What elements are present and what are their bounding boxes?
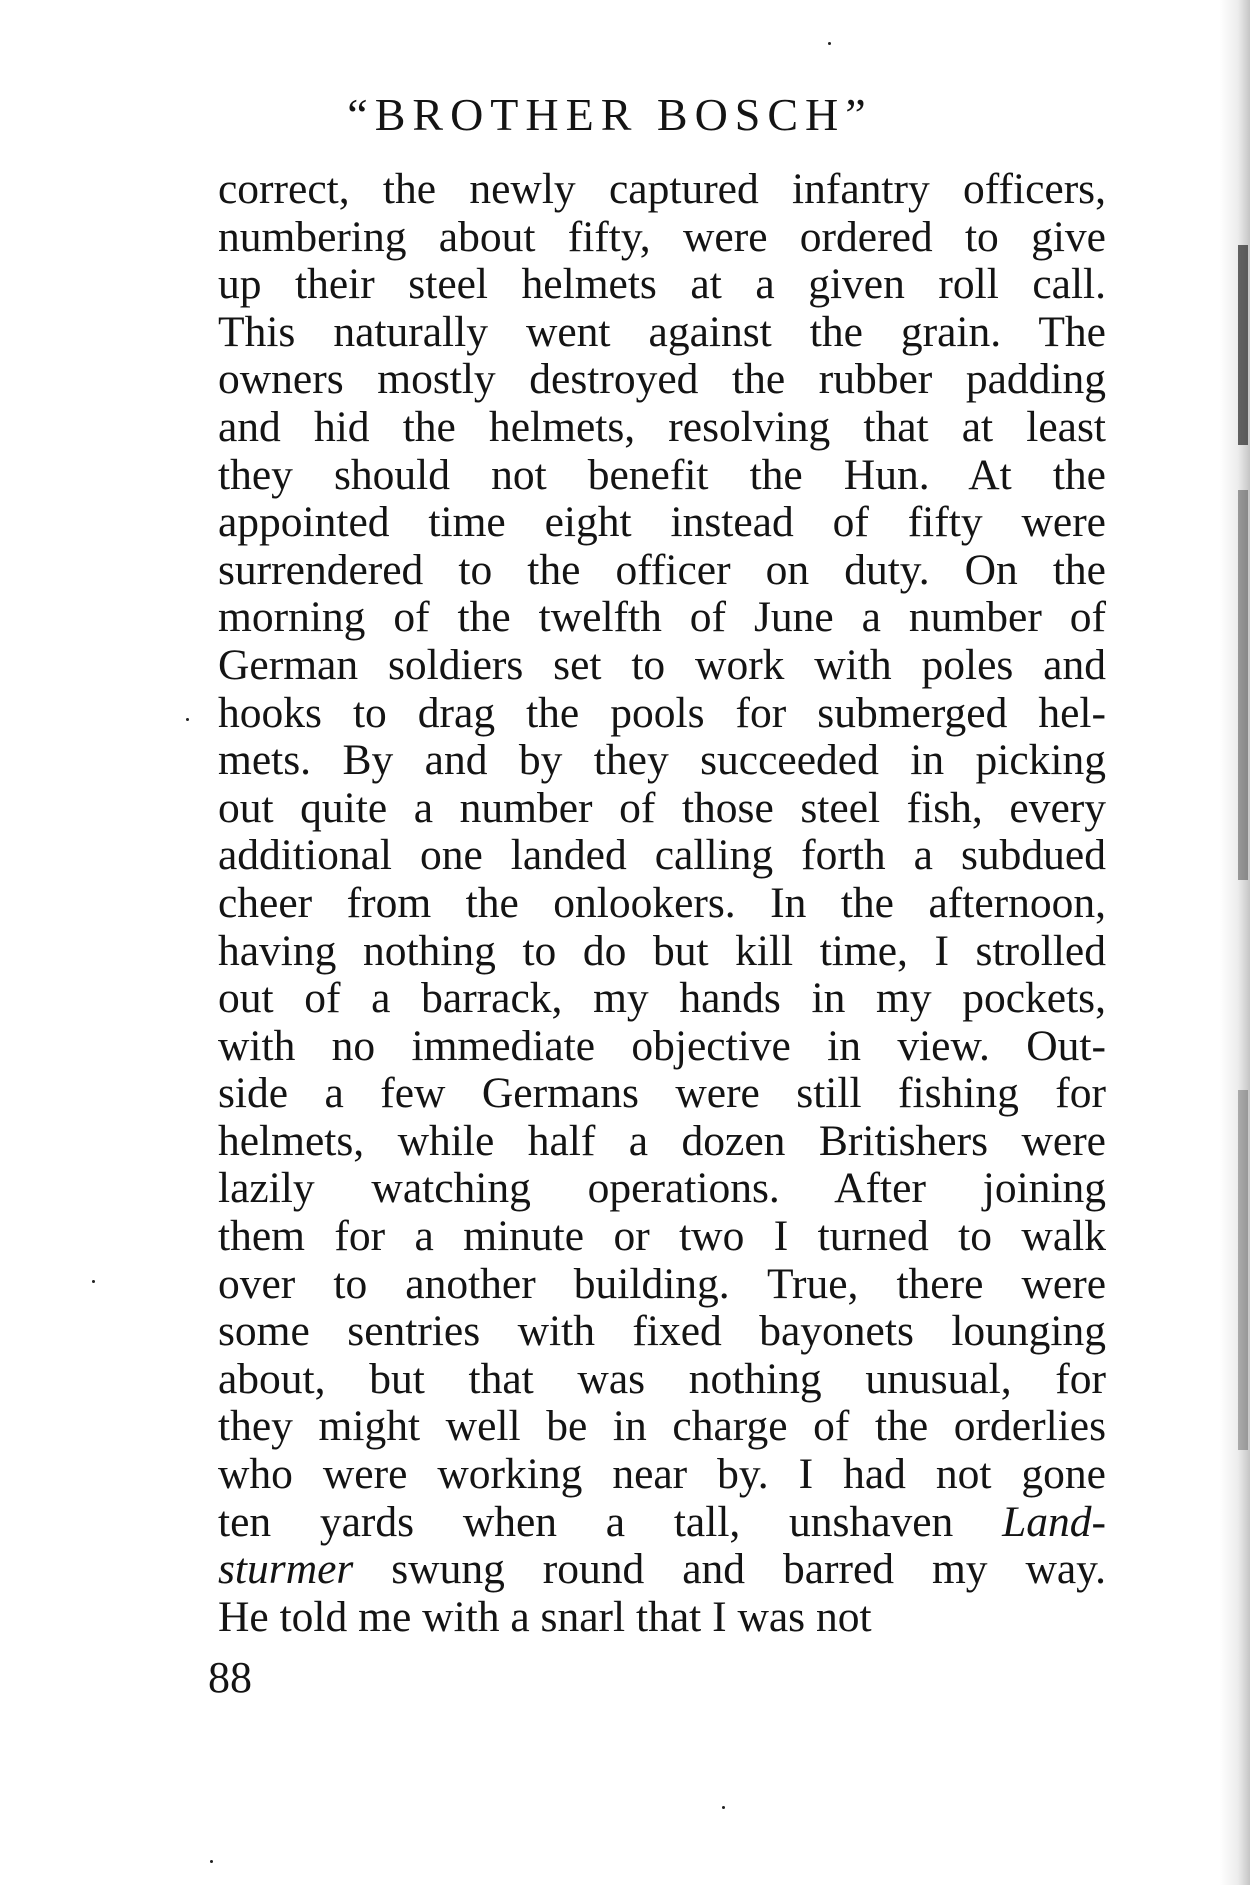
scan-speck (722, 1806, 725, 1809)
scan-speck (210, 1860, 213, 1863)
text-line: hooks to drag the pools for submerged hel- (218, 688, 1106, 737)
text-line: additional one landed calling forth a subdued (218, 831, 1106, 880)
scan-edge-mark (1238, 1090, 1248, 1450)
running-head: “BROTHER BOSCH” (347, 89, 873, 140)
text-line: lazily watching operations. After joining (218, 1164, 1106, 1213)
text-line: they should not benefit the Hun. At the (218, 450, 1106, 499)
text-line-landsturmer-end (218, 1546, 1106, 1594)
text-line: cheer from the onlookers. In the afternoon, (218, 878, 1106, 927)
italic-word: Land- (1002, 1497, 1106, 1546)
text-line: over to another building. True, there were (218, 1259, 1106, 1308)
text-line: and hid the helmets, resolving that at least (218, 402, 1106, 451)
text-line: correct, the newly captured infantry officers, (218, 165, 1106, 213)
text-line: out of a barrack, my hands in my pockets, (218, 974, 1106, 1023)
text-line: who were working near by. I had not gone (218, 1450, 1106, 1499)
text-line: This naturally went against the grain. The (218, 307, 1106, 356)
italic-word: sturmer (218, 1545, 354, 1594)
scan-edge-mark (1238, 490, 1248, 880)
text-line: side a few Germans were still fishing for (218, 1069, 1106, 1118)
body-text (218, 166, 1106, 1641)
text-line: about, but that was nothing unusual, for (218, 1354, 1106, 1403)
text-line: they might well be in charge of the orderlies (218, 1402, 1106, 1451)
text-segment: ten yards when a tall, unshaven (218, 1497, 1003, 1546)
page-number: 88 (208, 1653, 252, 1702)
text-line: some sentries with fixed bayonets lounging (218, 1307, 1106, 1356)
scan-speck (828, 42, 831, 45)
text-line: them for a minute or two I turned to walk (218, 1212, 1106, 1261)
scan-edge-mark (1238, 245, 1248, 445)
text-segment: swung round and barred my way. (353, 1545, 1106, 1594)
text-line: mets. By and by they succeeded in picking (218, 736, 1106, 785)
text-line: appointed time eight instead of fifty were (218, 498, 1106, 547)
text-line: German soldiers set to work with poles and (218, 640, 1106, 689)
text-line: morning of the twelfth of June a number of (218, 593, 1106, 642)
scan-speck (186, 718, 189, 721)
text-line: out quite a number of those steel fish, every (218, 783, 1106, 832)
text-line: He told me with a snarl that I was not (218, 1592, 872, 1641)
text-line: helmets, while half a dozen Britishers were (218, 1116, 1106, 1165)
scan-speck (92, 1280, 95, 1283)
text-line: owners mostly destroyed the rubber padding (218, 355, 1106, 404)
text-line: numbering about fifty, were ordered to give (218, 212, 1106, 261)
text-line: up their steel helmets at a given roll call. (218, 260, 1106, 309)
text-line-landsturmer-start (218, 1499, 1106, 1547)
text-line: with no immediate objective in view. Out- (218, 1021, 1106, 1070)
text-line: surrendered to the officer on duty. On the (218, 545, 1106, 594)
text-line: having nothing to do but kill time, I strolled (218, 926, 1106, 975)
